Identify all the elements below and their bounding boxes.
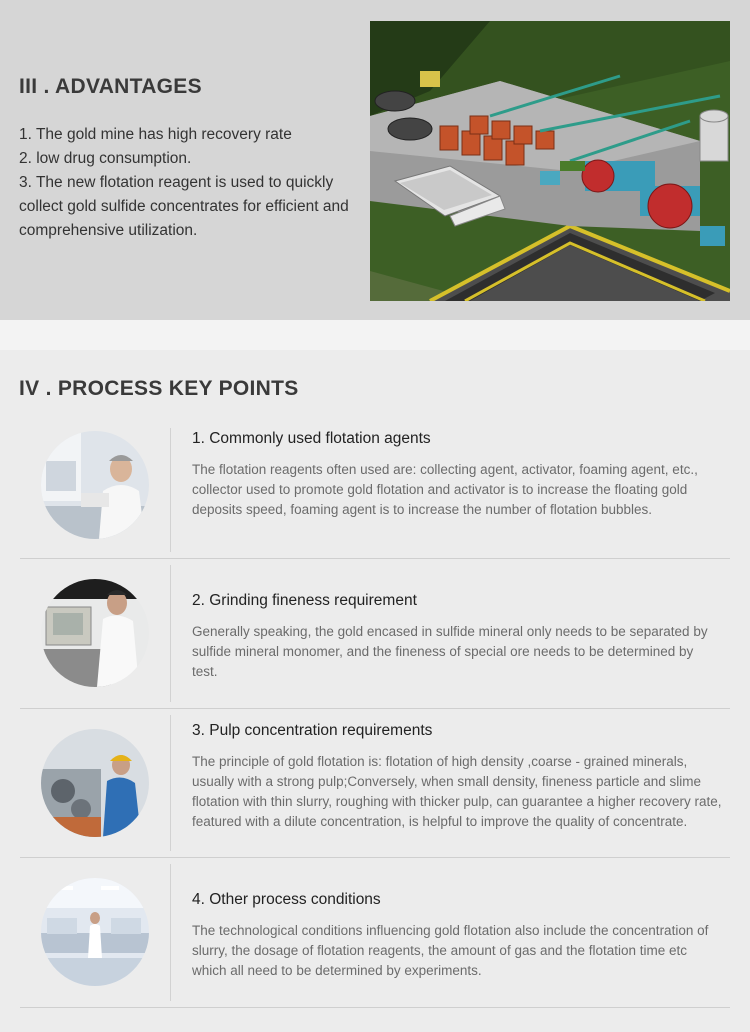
process-point-text: The flotation reagents often used are: collecting agent, activator, foaming agent, etc., collector used to promote gold flotation and activator is to increase the floating gold deposits speed, foaming agent is to increase the number of flotation bubbles. [192, 462, 698, 517]
process-point-text: The principle of gold flotation is: flotation of high density ,coarse - grained minerals, usually with a strong pulp;Conversely, when small density, fineness particle and slime flotation with thin slurry, roughing with thicker pulp, can guarantee a higher recovery rate, featured with a dilute concentration, is helpful to improve the quality of concentrate. [192, 754, 722, 829]
row-divider-line [170, 428, 171, 552]
advantage-item: 1. The gold mine has high recovery rate [19, 126, 292, 143]
advantages-section [0, 0, 750, 320]
advantage-item: 3. The new flotation reagent is used to quickly collect gold sulfide concentrates for efficient and comprehensive utilization. [19, 174, 349, 239]
process-point-text: Generally speaking, the gold encased in sulfide mineral only needs to be separated by sulfide mineral monomer, and the fineness of special ore needs to be determined by test. [192, 624, 708, 679]
process-point-title: 4. Other process conditions [192, 891, 381, 908]
lab-technician-photo [41, 579, 149, 687]
advantages-title: III . ADVANTAGES [19, 75, 202, 98]
process-point [20, 559, 730, 709]
process-point-content [192, 430, 722, 520]
process-point [20, 858, 730, 1008]
process-point-title: 2. Grinding fineness requirement [192, 592, 417, 609]
laboratory-photo [41, 878, 149, 986]
process-point [20, 709, 730, 858]
process-point-content [192, 592, 722, 682]
machine-worker-photo [41, 729, 149, 837]
process-point-text: The technological conditions influencing gold flotation also include the concentration of slurry, the dosage of flotation reagents, the amount of gas and the flotation time etc which all need to be determined by experiments. [192, 923, 709, 978]
process-point-content [192, 891, 722, 981]
process-section [0, 350, 750, 1032]
process-point-title: 3. Pulp concentration requirements [192, 722, 433, 739]
row-divider-line [170, 715, 171, 851]
advantage-item: 2. low drug consumption. [19, 150, 192, 167]
lab-scientist-photo [41, 431, 149, 539]
flotation-plant-illustration [370, 21, 730, 301]
section-divider [0, 320, 750, 350]
row-divider-line [170, 565, 171, 702]
advantages-list [19, 123, 359, 243]
process-point [20, 422, 730, 559]
process-point-title: 1. Commonly used flotation agents [192, 430, 431, 447]
row-divider-line [170, 864, 171, 1001]
process-title: IV . PROCESS KEY POINTS [19, 377, 299, 400]
process-point-content [192, 722, 722, 832]
